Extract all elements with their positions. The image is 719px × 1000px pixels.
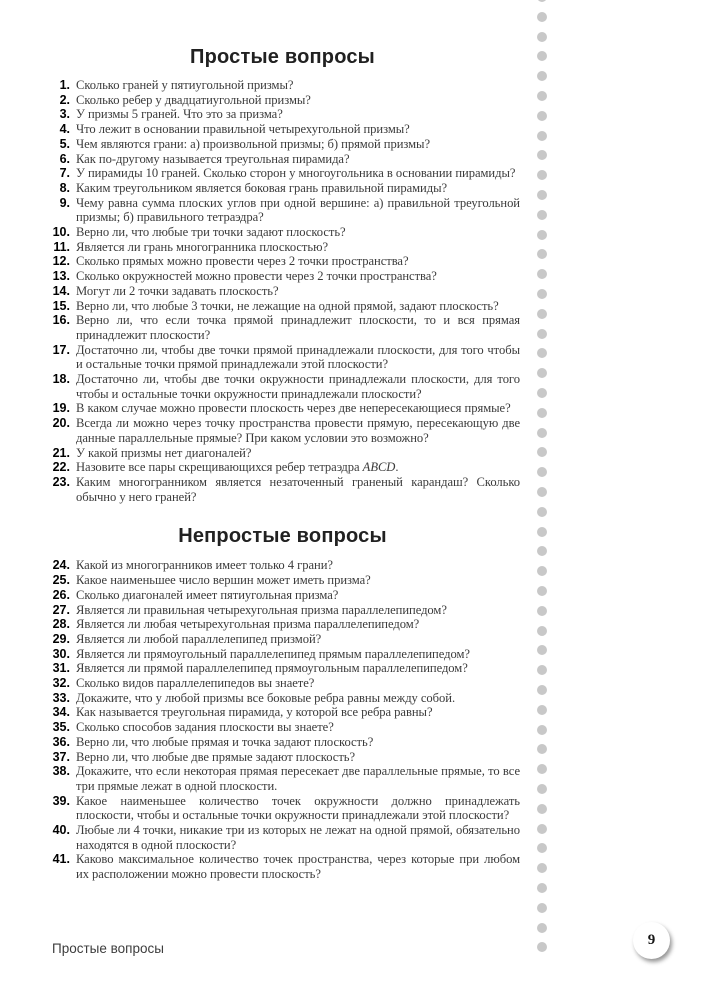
binding-dot xyxy=(537,32,547,42)
question-text: Верно ли, что любые три точки задают плоскость? xyxy=(76,225,346,240)
question-text: Верно ли, что если точка прямой принадлежит плоскости, то и вся прямая принадлежит плоскости? xyxy=(76,313,520,342)
binding-dot xyxy=(537,467,547,477)
question-text: Сколько диагоналей имеет пятиугольная призма? xyxy=(76,587,339,602)
binding-dot xyxy=(537,725,547,735)
binding-dot xyxy=(537,586,547,596)
question-text: Докажите, что если некоторая прямая пересекает две параллельные прямые, то все три прямые лежат в одной плоскости. xyxy=(76,764,520,793)
binding-dot xyxy=(537,348,547,358)
binding-dot xyxy=(537,843,547,853)
question-number: 19. xyxy=(52,401,70,416)
binding-dot xyxy=(537,863,547,873)
question-text: Как по-другому называется треугольная пирамида? xyxy=(76,151,350,166)
question-number: 33. xyxy=(52,690,70,705)
question-text: Какой из многогранников имеет только 4 грани? xyxy=(76,558,333,573)
question-number: 2. xyxy=(59,92,70,107)
question-item xyxy=(45,632,520,647)
question-text: Является ли грань многогранника плоскостью? xyxy=(76,239,328,254)
question-item xyxy=(45,661,520,676)
question-text: Любые ли 4 точки, никакие три из которых не лежат на одной прямой, обязательно находятся в одной плоскости? xyxy=(76,823,520,852)
question-item xyxy=(45,225,520,240)
question-number: 14. xyxy=(52,283,70,298)
binding-dot xyxy=(537,408,547,418)
question-text: Является ли прямоугольный параллелепипед прямым параллелепипедом? xyxy=(76,646,470,661)
question-item xyxy=(45,446,520,461)
binding-dot xyxy=(537,230,547,240)
binding-dot xyxy=(537,606,547,616)
question-number: 20. xyxy=(52,416,70,431)
binding-dot xyxy=(537,923,547,933)
question-text: Верно ли, что любые прямая и точка задают плоскость? xyxy=(76,734,374,749)
question-number: 23. xyxy=(52,474,70,489)
binding-dot xyxy=(537,12,547,22)
question-item xyxy=(45,794,520,823)
question-item xyxy=(45,676,520,691)
question-number: 30. xyxy=(52,646,70,661)
binding-dot xyxy=(537,665,547,675)
question-number: 35. xyxy=(52,720,70,735)
question-number: 1. xyxy=(59,78,70,92)
binding-dot xyxy=(537,507,547,517)
binding-dot xyxy=(537,289,547,299)
binding-dot xyxy=(537,428,547,438)
question-number: 22. xyxy=(52,460,70,475)
question-number: 32. xyxy=(52,676,70,691)
binding-dot xyxy=(537,566,547,576)
binding-dot xyxy=(537,170,547,180)
question-item xyxy=(45,823,520,852)
binding-dot xyxy=(537,51,547,61)
question-text: Является ли любая четырехугольная призма параллелепипедом? xyxy=(76,617,420,632)
question-item xyxy=(45,720,520,735)
question-item xyxy=(45,181,520,196)
question-text: Достаточно ли, чтобы две точки окружности принадлежали плоскости, для того чтобы и остальные точки окружности принадлежали плоскости? xyxy=(76,372,520,401)
question-number: 24. xyxy=(52,558,70,573)
question-number: 9. xyxy=(59,195,70,210)
question-text: Как называется треугольная пирамида, у которой все ребра равны? xyxy=(76,705,433,720)
question-text: Достаточно ли, чтобы две точки прямой принадлежали плоскости, для того чтобы и остальные точки прямой принадлежали этой плоскости? xyxy=(76,342,520,372)
question-item xyxy=(45,152,520,167)
question-item xyxy=(45,107,520,122)
binding-dot xyxy=(537,91,547,101)
question-text: Является ли прямой параллелепипед прямоугольным параллелепипедом? xyxy=(76,661,468,676)
binding-dot xyxy=(537,249,547,259)
binding-dot xyxy=(537,764,547,774)
question-item xyxy=(45,78,520,93)
question-number: 39. xyxy=(52,793,70,808)
question-item xyxy=(45,573,520,588)
binding-dot xyxy=(537,210,547,220)
question-number: 31. xyxy=(52,661,70,676)
question-section xyxy=(45,525,520,881)
question-number: 26. xyxy=(52,587,70,602)
question-item xyxy=(45,93,520,108)
binding-dot xyxy=(537,388,547,398)
binding-dot xyxy=(537,546,547,556)
binding-dot xyxy=(537,329,547,339)
question-section xyxy=(45,46,520,504)
binding-dot xyxy=(537,111,547,121)
binding-dot xyxy=(537,804,547,814)
question-number: 38. xyxy=(52,764,70,779)
question-number: 5. xyxy=(59,136,70,151)
question-text: Что лежит в основании правильной четырехугольной призмы? xyxy=(76,122,410,137)
question-item xyxy=(45,196,520,225)
binding-dot xyxy=(537,71,547,81)
question-number: 10. xyxy=(52,225,70,240)
question-text: Является ли правильная четырехугольная призма параллелепипедом? xyxy=(76,602,447,617)
question-text: Сколько окружностей можно провести через 2 точки пространства? xyxy=(76,269,437,284)
binding-dot xyxy=(537,626,547,636)
binding-dot xyxy=(537,824,547,834)
footer-running-title: Простые вопросы xyxy=(52,941,164,956)
question-text: Чем являются грани: а) произвольной призмы; б) прямой призмы? xyxy=(76,136,431,151)
question-item xyxy=(45,416,520,445)
binding-dot xyxy=(537,527,547,537)
question-text: Могут ли 2 точки задавать плоскость? xyxy=(76,283,279,298)
question-text: Сколько граней у пятиугольной призмы? xyxy=(76,78,294,92)
question-item xyxy=(45,313,520,342)
question-number: 17. xyxy=(52,342,70,357)
question-text: Верно ли, что любые две прямые задают плоскость? xyxy=(76,749,356,764)
question-text: В каком случае можно провести плоскость через две непересекающиеся прямые? xyxy=(76,401,511,416)
question-number: 34. xyxy=(52,705,70,720)
question-item xyxy=(45,558,520,573)
question-item xyxy=(45,647,520,662)
question-number: 8. xyxy=(59,180,70,195)
question-number: 28. xyxy=(52,617,70,632)
binding-dot xyxy=(537,269,547,279)
question-item xyxy=(45,137,520,152)
question-number: 16. xyxy=(52,313,70,328)
binding-dot xyxy=(537,0,547,2)
question-item xyxy=(45,299,520,314)
question-number: 7. xyxy=(59,166,70,181)
binding-dot xyxy=(537,190,547,200)
page-content xyxy=(45,46,520,882)
question-item xyxy=(45,269,520,284)
question-number: 4. xyxy=(59,122,70,137)
question-item xyxy=(45,750,520,765)
question-text: Докажите, что у любой призмы все боковые ребра равны между собой. xyxy=(76,690,456,705)
question-item xyxy=(45,460,520,475)
question-text: Какое наименьшее число вершин может иметь призма? xyxy=(76,573,371,588)
question-text: Назовите все пары скрещивающихся ребер тетраэдра ABCD. xyxy=(76,460,399,475)
question-number: 27. xyxy=(52,602,70,617)
question-text: Является ли любой параллелепипед призмой? xyxy=(76,631,322,646)
question-item xyxy=(45,122,520,137)
question-number: 29. xyxy=(52,631,70,646)
question-item xyxy=(45,617,520,632)
question-text: Каково максимальное количество точек пространства, через которые при любом их расположении можно провести плоскость? xyxy=(76,852,520,882)
question-text: У призмы 5 граней. Что это за призма? xyxy=(76,107,283,122)
binding-dot xyxy=(537,447,547,457)
question-text: Сколько прямых можно провести через 2 точки пространства? xyxy=(76,254,409,269)
question-number: 3. xyxy=(59,107,70,122)
question-text: Сколько видов параллелепипедов вы знаете? xyxy=(76,676,315,691)
binding-dot xyxy=(537,942,547,952)
binding-dot xyxy=(537,705,547,715)
question-item xyxy=(45,764,520,793)
section-title: Непростые вопросы xyxy=(178,525,387,548)
question-item xyxy=(45,284,520,299)
question-number: 11. xyxy=(53,239,70,254)
page-number-badge xyxy=(633,922,670,959)
question-number: 25. xyxy=(52,573,70,588)
binding-dot xyxy=(537,487,547,497)
question-text: Верно ли, что любые 3 точки, не лежащие на одной прямой, задают плоскость? xyxy=(76,298,499,313)
question-text: Сколько способов задания плоскости вы знаете? xyxy=(76,720,334,735)
question-item xyxy=(45,166,520,181)
question-number: 13. xyxy=(52,269,70,284)
question-text: Какое наименьшее количество точек окружности должно принадлежать плоскости, чтобы и остальные точки окружности принадлежали этой плоскости? xyxy=(76,793,520,823)
question-number: 18. xyxy=(52,372,70,387)
question-number: 40. xyxy=(52,823,70,838)
question-item xyxy=(45,603,520,618)
binding-dot xyxy=(537,784,547,794)
question-number: 15. xyxy=(52,298,70,313)
question-text: Чему равна сумма плоских углов при одной вершине: а) правильной треугольной призмы; б) правильного тетраэдра? xyxy=(76,195,520,225)
question-number: 21. xyxy=(52,445,70,460)
question-item xyxy=(45,372,520,401)
question-number: 37. xyxy=(52,749,70,764)
binding-dot xyxy=(537,309,547,319)
question-item xyxy=(45,852,520,881)
binding-dot xyxy=(537,368,547,378)
question-number: 12. xyxy=(52,254,70,269)
question-item xyxy=(45,401,520,416)
question-number: 41. xyxy=(52,852,70,867)
question-text: У пирамиды 10 граней. Сколько сторон у многоугольника в основании пирамиды? xyxy=(76,166,516,181)
question-item xyxy=(45,254,520,269)
binding-dot xyxy=(537,645,547,655)
question-text: У какой призмы нет диагоналей? xyxy=(76,445,252,460)
question-item xyxy=(45,735,520,750)
question-item xyxy=(45,705,520,720)
question-number: 36. xyxy=(52,734,70,749)
binding-dot xyxy=(537,131,547,141)
question-text: Сколько ребер у двадцатиугольной призмы? xyxy=(76,92,311,107)
binding-dot xyxy=(537,903,547,913)
question-item xyxy=(45,240,520,255)
binding-dot xyxy=(537,150,547,160)
question-item xyxy=(45,343,520,372)
question-item xyxy=(45,588,520,603)
binding-dot xyxy=(537,744,547,754)
section-title: Простые вопросы xyxy=(190,46,375,68)
binding-dot xyxy=(537,685,547,695)
question-text: Всегда ли можно через точку пространства провести прямую, пересекающую две данные параллельные прямые? При каком условии это возможно? xyxy=(76,416,520,445)
binding-dot xyxy=(537,883,547,893)
question-text: Каким треугольником является боковая грань правильной пирамиды? xyxy=(76,180,448,195)
question-text: Каким многогранником является незаточенный граненый карандаш? Сколько обычно у него граней? xyxy=(76,474,520,504)
page-number: 9 xyxy=(647,932,656,948)
question-number: 6. xyxy=(59,151,70,166)
question-item xyxy=(45,475,520,504)
question-item xyxy=(45,691,520,706)
